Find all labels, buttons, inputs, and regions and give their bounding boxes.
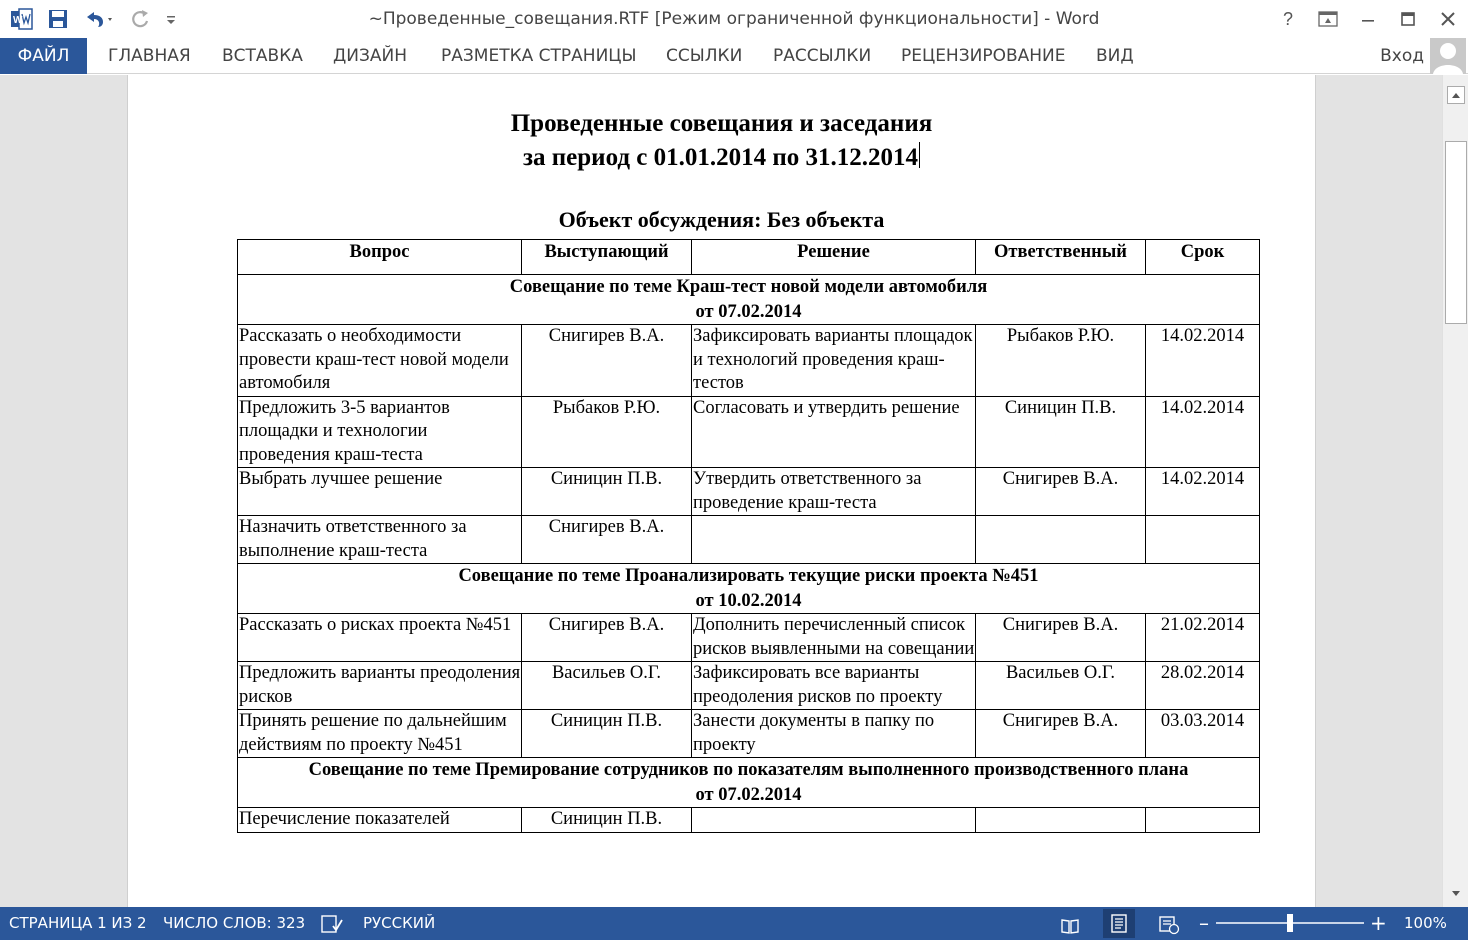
- read-mode-icon[interactable]: [1060, 914, 1080, 934]
- avatar[interactable]: [1430, 38, 1466, 74]
- cell-speaker: Синицин П.В.: [522, 710, 692, 758]
- language[interactable]: РУССКИЙ: [363, 914, 436, 932]
- table-row: [238, 808, 1260, 833]
- meeting-title: Совещание по теме Проанализировать текущие риски проекта №451: [458, 566, 1039, 586]
- help-button[interactable]: ?: [1282, 8, 1293, 29]
- meetings-table: [237, 239, 1260, 833]
- object-title: Объект обсуждения: Без объекта: [558, 207, 885, 232]
- meeting-title: Совещание по теме Премирование сотрудников по показателям выполненного производственного плана: [308, 760, 1189, 780]
- svg-text:W: W: [13, 15, 23, 26]
- proofing-icon[interactable]: [321, 915, 343, 933]
- cell-speaker: Синицин П.В.: [522, 468, 692, 516]
- cell-decision: Зафиксировать варианты площадок и технологий проведения краш-тестов: [692, 325, 976, 397]
- text-caret: [919, 142, 920, 168]
- maximize-icon[interactable]: [1388, 0, 1428, 38]
- word-count[interactable]: ЧИСЛО СЛОВ: 323: [163, 914, 306, 932]
- cell-deadline: [1146, 516, 1260, 564]
- ribbon-tabs: [0, 38, 1468, 74]
- tab-home[interactable]: ГЛАВНАЯ: [108, 46, 191, 66]
- zoom-out-button[interactable]: –: [1199, 911, 1209, 935]
- status-bar: [0, 907, 1468, 940]
- column-header: Срок: [1146, 240, 1260, 275]
- column-header: Решение: [692, 240, 976, 275]
- scroll-thumb[interactable]: [1445, 141, 1467, 324]
- cell-question: Предложить варианты преодоления рисков: [238, 662, 522, 710]
- tab-review[interactable]: РЕЦЕНЗИРОВАНИЕ: [901, 46, 1066, 66]
- cell-speaker: Васильев О.Г.: [522, 662, 692, 710]
- column-header: Вопрос: [238, 240, 522, 275]
- zoom-level[interactable]: 100%: [1404, 914, 1447, 932]
- document-page[interactable]: [127, 75, 1316, 907]
- signin-link[interactable]: Вход: [1380, 46, 1424, 66]
- cell-speaker: Снигирев В.А.: [522, 325, 692, 397]
- cell-responsible: Снигирев В.А.: [976, 710, 1146, 758]
- cell-question: Выбрать лучшее решение: [238, 468, 522, 516]
- cell-responsible: Снигирев В.А.: [976, 468, 1146, 516]
- cell-deadline: 21.02.2014: [1146, 614, 1260, 662]
- scroll-down-icon[interactable]: [1447, 885, 1465, 903]
- page-count[interactable]: СТРАНИЦА 1 ИЗ 2: [9, 914, 147, 932]
- table-row: [238, 710, 1260, 758]
- document-area[interactable]: [0, 75, 1442, 907]
- meeting-heading: [238, 758, 1260, 808]
- zoom-in-button[interactable]: +: [1370, 911, 1387, 935]
- print-layout-icon[interactable]: [1103, 909, 1135, 938]
- cell-decision: Занести документы в папку по проекту: [692, 710, 976, 758]
- cell-deadline: 03.03.2014: [1146, 710, 1260, 758]
- meeting-date: от 10.02.2014: [695, 590, 802, 611]
- title-bar: [0, 0, 1468, 38]
- cell-deadline: 14.02.2014: [1146, 325, 1260, 397]
- cell-responsible: Синицин П.В.: [976, 396, 1146, 468]
- cell-responsible: Рыбаков Р.Ю.: [976, 325, 1146, 397]
- minimize-icon[interactable]: [1348, 0, 1388, 38]
- meeting-group-row: [238, 758, 1260, 808]
- cell-question: Предложить 3-5 вариантов площадки и технологии проведения краш-теста: [238, 396, 522, 468]
- tab-page-layout[interactable]: РАЗМЕТКА СТРАНИЦЫ: [441, 46, 637, 66]
- table-row: [238, 516, 1260, 564]
- cell-responsible: [976, 516, 1146, 564]
- table-header-row: [238, 240, 1260, 275]
- table-row: [238, 614, 1260, 662]
- cell-decision: Согласовать и утвердить решение: [692, 396, 976, 468]
- meeting-date: от 07.02.2014: [695, 301, 802, 322]
- column-header: Выступающий: [522, 240, 692, 275]
- table-row: [238, 468, 1260, 516]
- cell-deadline: 14.02.2014: [1146, 396, 1260, 468]
- cell-speaker: Синицин П.В.: [522, 808, 692, 833]
- tab-design[interactable]: ДИЗАЙН: [333, 46, 408, 66]
- cell-question: Принять решение по дальнейшим действиям по проекту №451: [238, 710, 522, 758]
- cell-responsible: [976, 808, 1146, 833]
- cell-speaker: Снигирев В.А.: [522, 614, 692, 662]
- cell-decision: [692, 516, 976, 564]
- cell-deadline: [1146, 808, 1260, 833]
- meeting-heading: [238, 564, 1260, 614]
- cell-decision: [692, 808, 976, 833]
- close-icon[interactable]: [1428, 0, 1468, 38]
- cell-deadline: 28.02.2014: [1146, 662, 1260, 710]
- tab-file[interactable]: ФАЙЛ: [0, 38, 87, 74]
- cell-question: Рассказать о необходимости провести краш-тест новой модели автомобиля: [238, 325, 522, 397]
- meeting-title: Совещание по теме Краш-тест новой модели автомобиля: [509, 277, 988, 297]
- zoom-slider-thumb[interactable]: [1287, 914, 1293, 932]
- cell-decision: Зафиксировать все варианты преодоления рисков по проекту: [692, 662, 976, 710]
- table-row: [238, 662, 1260, 710]
- web-layout-icon[interactable]: [1158, 914, 1180, 934]
- column-header: Ответственный: [976, 240, 1146, 275]
- cell-decision: Утвердить ответственного за проведение краш-теста: [692, 468, 976, 516]
- meeting-group-row: [238, 564, 1260, 614]
- meeting-group-row: [238, 275, 1260, 325]
- cell-decision: Дополнить перечисленный список рисков выявленными на совещании: [692, 614, 976, 662]
- window-title: ~Проведенные_совещания.RTF [Режим ограниченной функциональности] - Word: [368, 9, 1100, 29]
- cell-responsible: Васильев О.Г.: [976, 662, 1146, 710]
- tab-view[interactable]: ВИД: [1096, 46, 1134, 66]
- tab-mailings[interactable]: РАССЫЛКИ: [773, 46, 872, 66]
- meeting-heading: [238, 275, 1260, 325]
- document-period: за период с 01.01.2014 по 31.12.2014: [522, 144, 919, 171]
- cell-question: Назначить ответственного за выполнение краш-теста: [238, 516, 522, 564]
- scroll-up-icon[interactable]: [1447, 86, 1465, 104]
- cell-question: Перечисление показателей: [238, 808, 522, 833]
- window-controls: [1268, 0, 1468, 38]
- cell-speaker: Снигирев В.А.: [522, 516, 692, 564]
- cell-responsible: Снигирев В.А.: [976, 614, 1146, 662]
- table-row: [238, 396, 1260, 468]
- cell-deadline: 14.02.2014: [1146, 468, 1260, 516]
- tab-references[interactable]: ССЫЛКИ: [666, 46, 743, 66]
- cell-question: Рассказать о рисках проекта №451: [238, 614, 522, 662]
- vertical-scrollbar[interactable]: [1442, 75, 1468, 907]
- tab-insert[interactable]: ВСТАВКА: [222, 46, 303, 66]
- cell-speaker: Рыбаков Р.Ю.: [522, 396, 692, 468]
- document-title: Проведенные совещания и заседания: [510, 110, 933, 137]
- table-row: [238, 325, 1260, 397]
- meeting-date: от 07.02.2014: [695, 784, 802, 805]
- ribbon-display-icon[interactable]: [1308, 0, 1348, 38]
